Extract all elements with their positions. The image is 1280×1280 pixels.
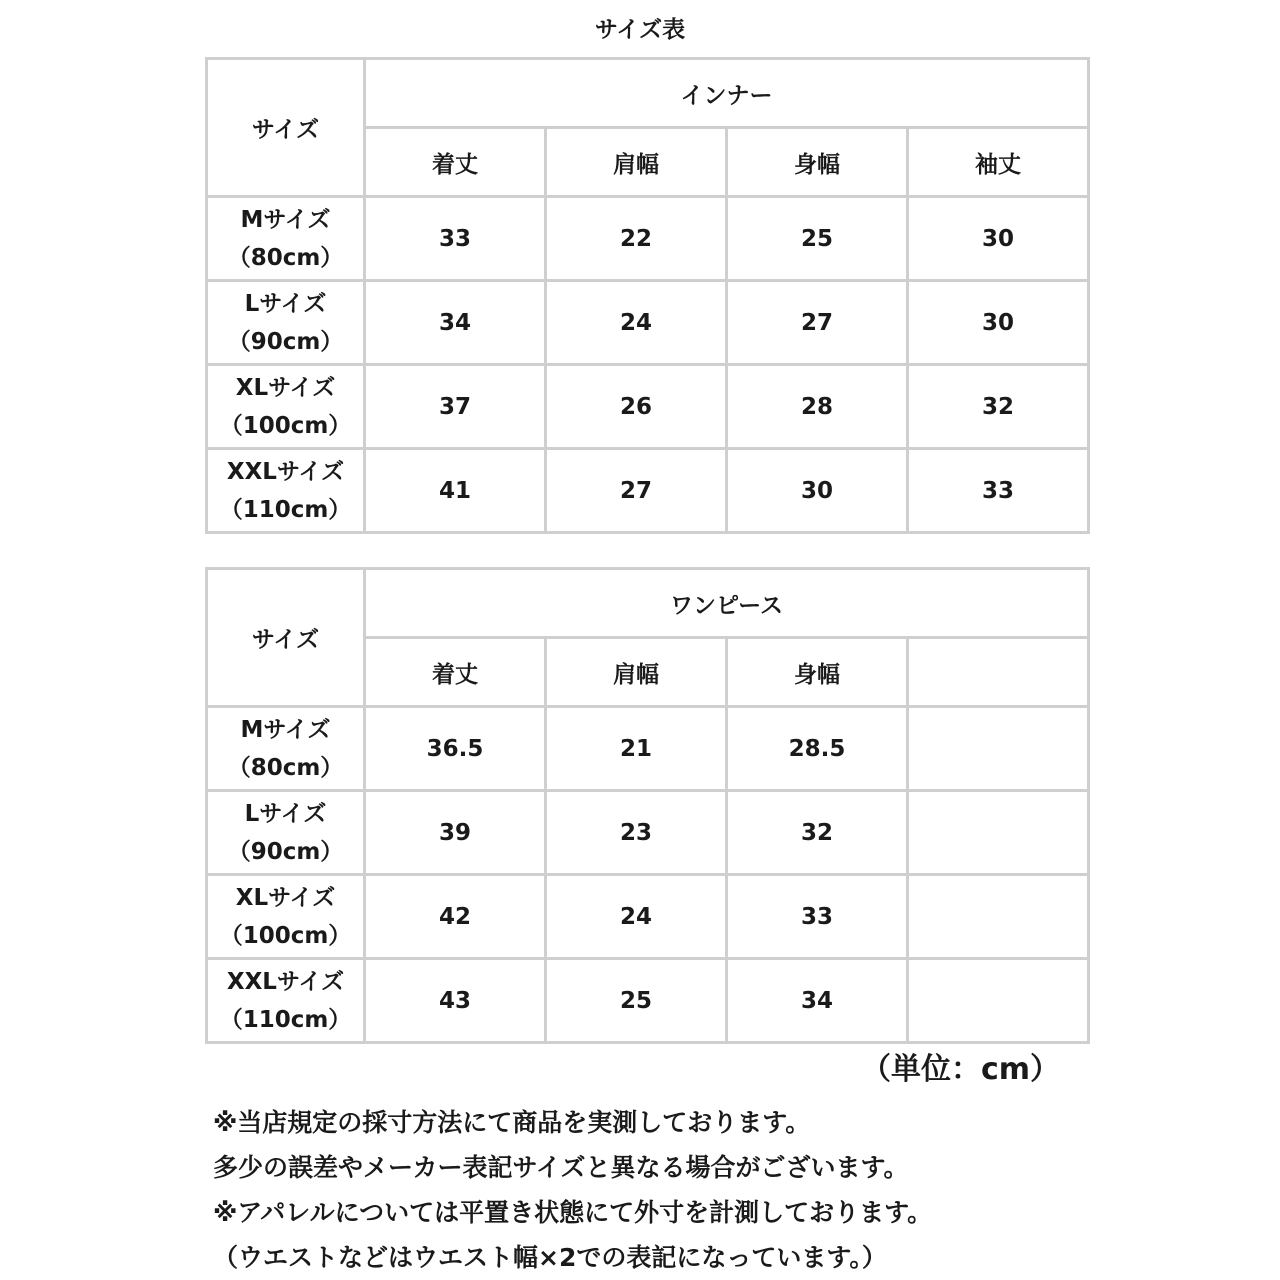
value-cell: 34: [365, 281, 546, 365]
table-row: [207, 707, 1089, 791]
value-cell: 27: [727, 281, 908, 365]
size-label: Mサイズ: [240, 716, 331, 743]
value-cell: 41: [365, 449, 546, 533]
value-cell: 32: [908, 365, 1089, 449]
column-header: 着丈: [365, 128, 546, 197]
size-label: XXLサイズ: [226, 458, 345, 485]
value-cell: 27: [546, 449, 727, 533]
value-cell: 25: [546, 959, 727, 1043]
size-label: XXLサイズ: [226, 968, 345, 995]
note-line: 多少の誤差やメーカー表記サイズと異なる場合がございます。: [213, 1153, 909, 1182]
table-name-cell: インナー: [365, 59, 1089, 128]
value-cell: 28: [727, 365, 908, 449]
page-title: サイズ表: [594, 17, 686, 43]
value-cell: 42: [365, 875, 546, 959]
size-label-cell: [207, 197, 365, 281]
size-label-cell: [207, 707, 365, 791]
size-label-cell: [207, 875, 365, 959]
table-row: [207, 197, 1089, 281]
size-header-cell: サイズ: [207, 59, 365, 197]
size-label: XLサイズ: [235, 884, 336, 911]
value-cell: 43: [365, 959, 546, 1043]
size-sub-label: （80cm）: [227, 754, 344, 781]
value-cell: 33: [908, 449, 1089, 533]
value-cell: 32: [727, 791, 908, 875]
size-sub-label: （100cm）: [219, 922, 352, 949]
size-label: Lサイズ: [244, 800, 327, 827]
table-row: [207, 449, 1089, 533]
unit-label: （単位：cm）: [860, 1052, 1060, 1087]
table-row: [207, 959, 1089, 1043]
table-row: [207, 281, 1089, 365]
column-header: 身幅: [727, 638, 908, 707]
value-cell: 36.5: [365, 707, 546, 791]
value-cell: 24: [546, 281, 727, 365]
size-sub-label: （100cm）: [219, 412, 352, 439]
value-cell: [908, 791, 1089, 875]
value-cell: [908, 707, 1089, 791]
value-cell: 33: [365, 197, 546, 281]
column-header: 袖丈: [908, 128, 1089, 197]
size-sub-label: （90cm）: [227, 328, 344, 355]
size-sub-label: （110cm）: [219, 496, 352, 523]
value-cell: [908, 959, 1089, 1043]
note-line: （ウエストなどはウエスト幅×2での表記になっています。）: [213, 1243, 887, 1272]
size-label-cell: [207, 365, 365, 449]
column-header: 着丈: [365, 638, 546, 707]
size-sub-label: （110cm）: [219, 1006, 352, 1033]
size-label: Lサイズ: [244, 290, 327, 317]
note-line: ※当店規定の採寸方法にて商品を実測しております。: [213, 1108, 811, 1137]
size-table-dress: [205, 567, 1090, 1044]
notes: [213, 1100, 1113, 1280]
value-cell: 21: [546, 707, 727, 791]
value-cell: 33: [727, 875, 908, 959]
column-header: [908, 638, 1089, 707]
size-label: Mサイズ: [240, 206, 331, 233]
value-cell: 30: [908, 281, 1089, 365]
value-cell: 23: [546, 791, 727, 875]
value-cell: 39: [365, 791, 546, 875]
size-header-cell: サイズ: [207, 569, 365, 707]
value-cell: 34: [727, 959, 908, 1043]
size-label-cell: [207, 281, 365, 365]
value-cell: 26: [546, 365, 727, 449]
table-row: [207, 791, 1089, 875]
size-table-inner: [205, 57, 1090, 534]
size-label: XLサイズ: [235, 374, 336, 401]
size-label-cell: [207, 449, 365, 533]
value-cell: 30: [727, 449, 908, 533]
size-sub-label: （80cm）: [227, 244, 344, 271]
value-cell: 24: [546, 875, 727, 959]
table-row: [207, 875, 1089, 959]
size-sub-label: （90cm）: [227, 838, 344, 865]
value-cell: 37: [365, 365, 546, 449]
column-header: 肩幅: [546, 638, 727, 707]
value-cell: 30: [908, 197, 1089, 281]
table-name-cell: ワンピース: [365, 569, 1089, 638]
size-label-cell: [207, 959, 365, 1043]
value-cell: [908, 875, 1089, 959]
value-cell: 25: [727, 197, 908, 281]
value-cell: 22: [546, 197, 727, 281]
column-header: 身幅: [727, 128, 908, 197]
column-header: 肩幅: [546, 128, 727, 197]
size-label-cell: [207, 791, 365, 875]
table-row: [207, 365, 1089, 449]
value-cell: 28.5: [727, 707, 908, 791]
note-line: ※アパレルについては平置き状態にて外寸を計測しております。: [213, 1198, 933, 1227]
